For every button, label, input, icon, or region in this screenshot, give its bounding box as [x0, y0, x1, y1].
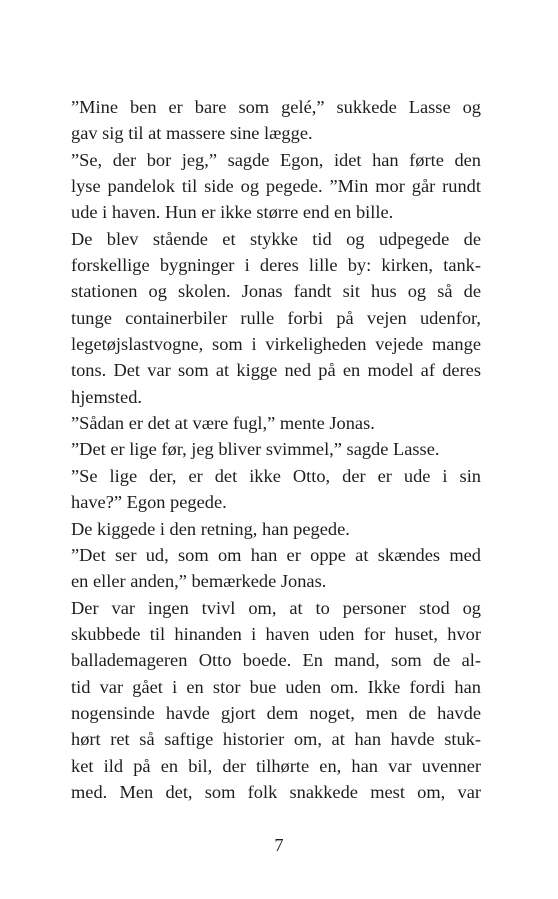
text-line: forskellige bygninger i deres lille by: kirken, tank- [71, 255, 481, 276]
text-line: ”Mine ben er bare som gelé,” sukkede Lasse og [71, 97, 481, 117]
text-line: tons. Det var som at kigge ned på en model af deres [71, 360, 481, 381]
text-line: ”Det er lige før, jeg bliver svimmel,” sagde Lasse. [71, 439, 440, 460]
page-text-block [71, 94, 481, 805]
text-line: legetøjslastvogne, som i virkeligheden vejede mange [71, 334, 481, 355]
text-line: med. Men det, som folk snakkede mest om, var [71, 781, 481, 802]
text-line: have?” Egon pegede. [71, 492, 227, 513]
text-line: ”Se, der bor jeg,” sagde Egon, idet han førte den [71, 149, 481, 170]
text-line: Der var ingen tvivl om, at to personer stod og [71, 597, 481, 618]
text-line: ”Se lige der, er det ikke Otto, der er ude i sin [71, 465, 481, 486]
text-line: skubbede til hinanden i haven uden for huset, hvor [71, 623, 481, 644]
text-line: hørt ret så saftige historier om, at han havde stuk- [71, 729, 481, 750]
text-line: ”Sådan er det at være fugl,” mente Jonas. [71, 413, 375, 434]
text-line: hjemsted. [71, 386, 142, 407]
text-line: ude i haven. Hun er ikke større end en bille. [71, 202, 394, 223]
text-line: De blev stående et stykke tid og udpegede de [71, 228, 481, 249]
text-line: en eller anden,” bemærkede Jonas. [71, 571, 327, 592]
text-line: tid var gået i en stor bue uden om. Ikke fordi han [71, 676, 481, 697]
text-line: stationen og skolen. Jonas fandt sit hus og så de [71, 281, 481, 302]
text-line: ket ild på en bil, der tilhørte en, han var uvenner [71, 755, 481, 776]
text-line: gav sig til at massere sine lægge. [71, 123, 313, 144]
text-line: De kiggede i den retning, han pegede. [71, 518, 350, 539]
page-number: 7 [274, 835, 284, 855]
text-line: ”Det ser ud, som om han er oppe at skændes med [71, 544, 481, 565]
text-line: nogensinde havde gjort dem noget, men de havde [71, 702, 481, 723]
text-line: ballademageren Otto boede. En mand, som de al- [71, 650, 481, 671]
text-line: lyse pandelok til side og pegede. ”Min mor går rundt [71, 176, 481, 197]
text-line: tunge containerbiler rulle forbi på vejen udenfor, [71, 307, 481, 328]
